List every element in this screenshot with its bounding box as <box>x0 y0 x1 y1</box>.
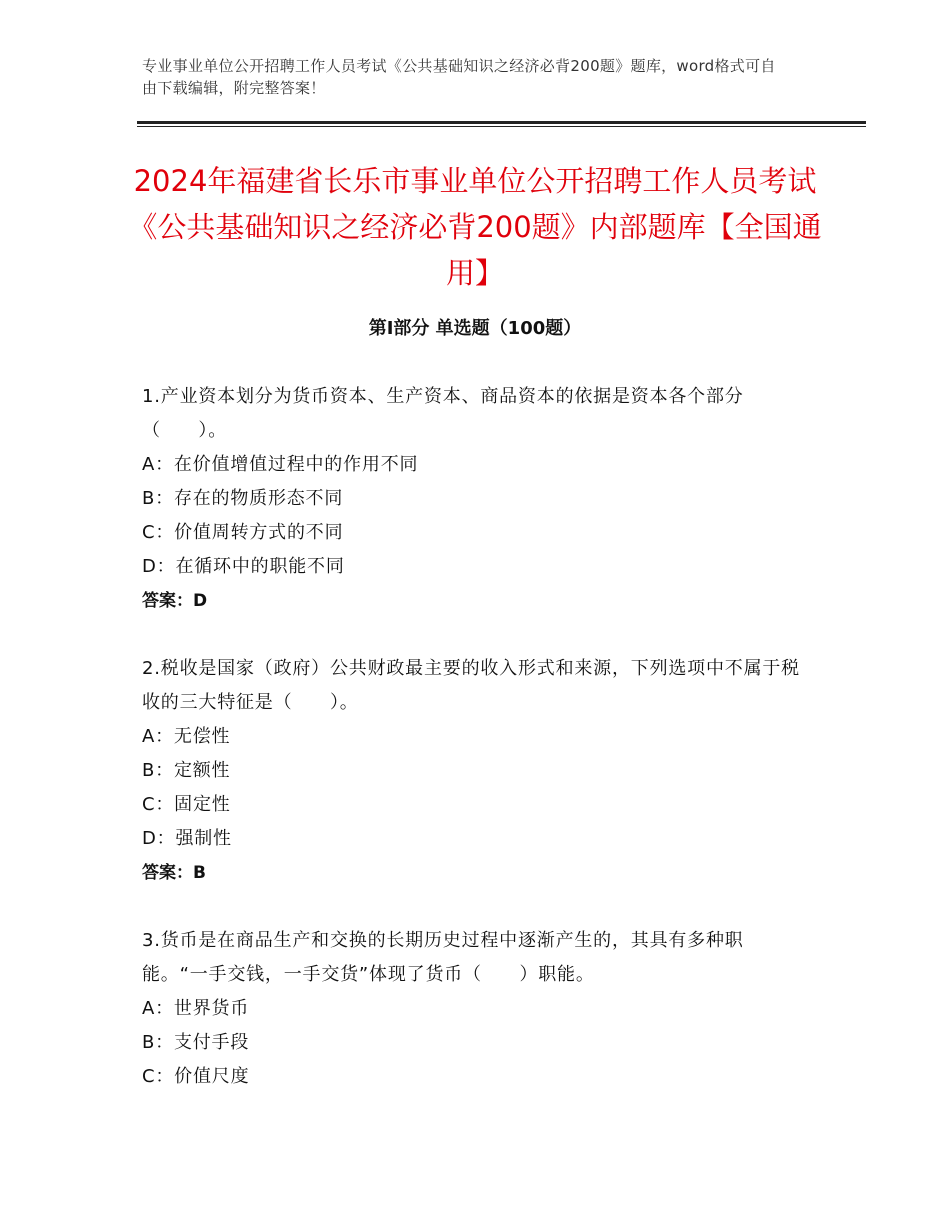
option-c: C：固定性 <box>142 794 231 815</box>
question-1 <box>142 380 802 618</box>
question-3 <box>142 924 802 1094</box>
option-a: A：在价值增值过程中的作用不同 <box>142 454 419 475</box>
answer-line: 答案：B <box>142 863 206 883</box>
section-heading: 第Ⅰ部分 单选题（100题） <box>368 318 582 339</box>
option-b: B：存在的物质形态不同 <box>142 488 344 509</box>
option-b: B：支付手段 <box>142 1032 250 1053</box>
answer-line: 答案：D <box>142 591 208 611</box>
option-a: A：世界货币 <box>142 998 250 1019</box>
question-2 <box>142 652 802 890</box>
option-a: A：无偿性 <box>142 726 231 747</box>
question-stem: 2.税收是国家（政府）公共财政最主要的收入形式和来源，下列选项中不属于税收的三大特征是（ ）。 <box>142 658 800 713</box>
header-divider-thick <box>137 121 866 124</box>
option-b: B：定额性 <box>142 760 231 781</box>
header-divider-thin <box>137 126 866 127</box>
document-title: 2024年福建省长乐市事业单位公开招聘工作人员考试《公共基础知识之经济必背200题》内部题库【全国通用】 <box>128 164 822 290</box>
question-stem: 3.货币是在商品生产和交换的长期历史过程中逐渐产生的，其具有多种职能。“一手交钱，一手交货”体现了货币（ ）职能。 <box>142 930 744 985</box>
header-note: 专业事业单位公开招聘工作人员考试《公共基础知识之经济必背200题》题库，word格式可自由下载编辑，附完整答案！ <box>142 57 776 97</box>
question-list <box>142 380 802 1128</box>
option-d: D：在循环中的职能不同 <box>142 556 345 577</box>
option-d: D：强制性 <box>142 828 232 849</box>
option-c: C：价值尺度 <box>142 1066 250 1087</box>
option-c: C：价值周转方式的不同 <box>142 522 344 543</box>
question-stem: 1.产业资本划分为货币资本、生产资本、商品资本的依据是资本各个部分（ ）。 <box>142 386 744 441</box>
